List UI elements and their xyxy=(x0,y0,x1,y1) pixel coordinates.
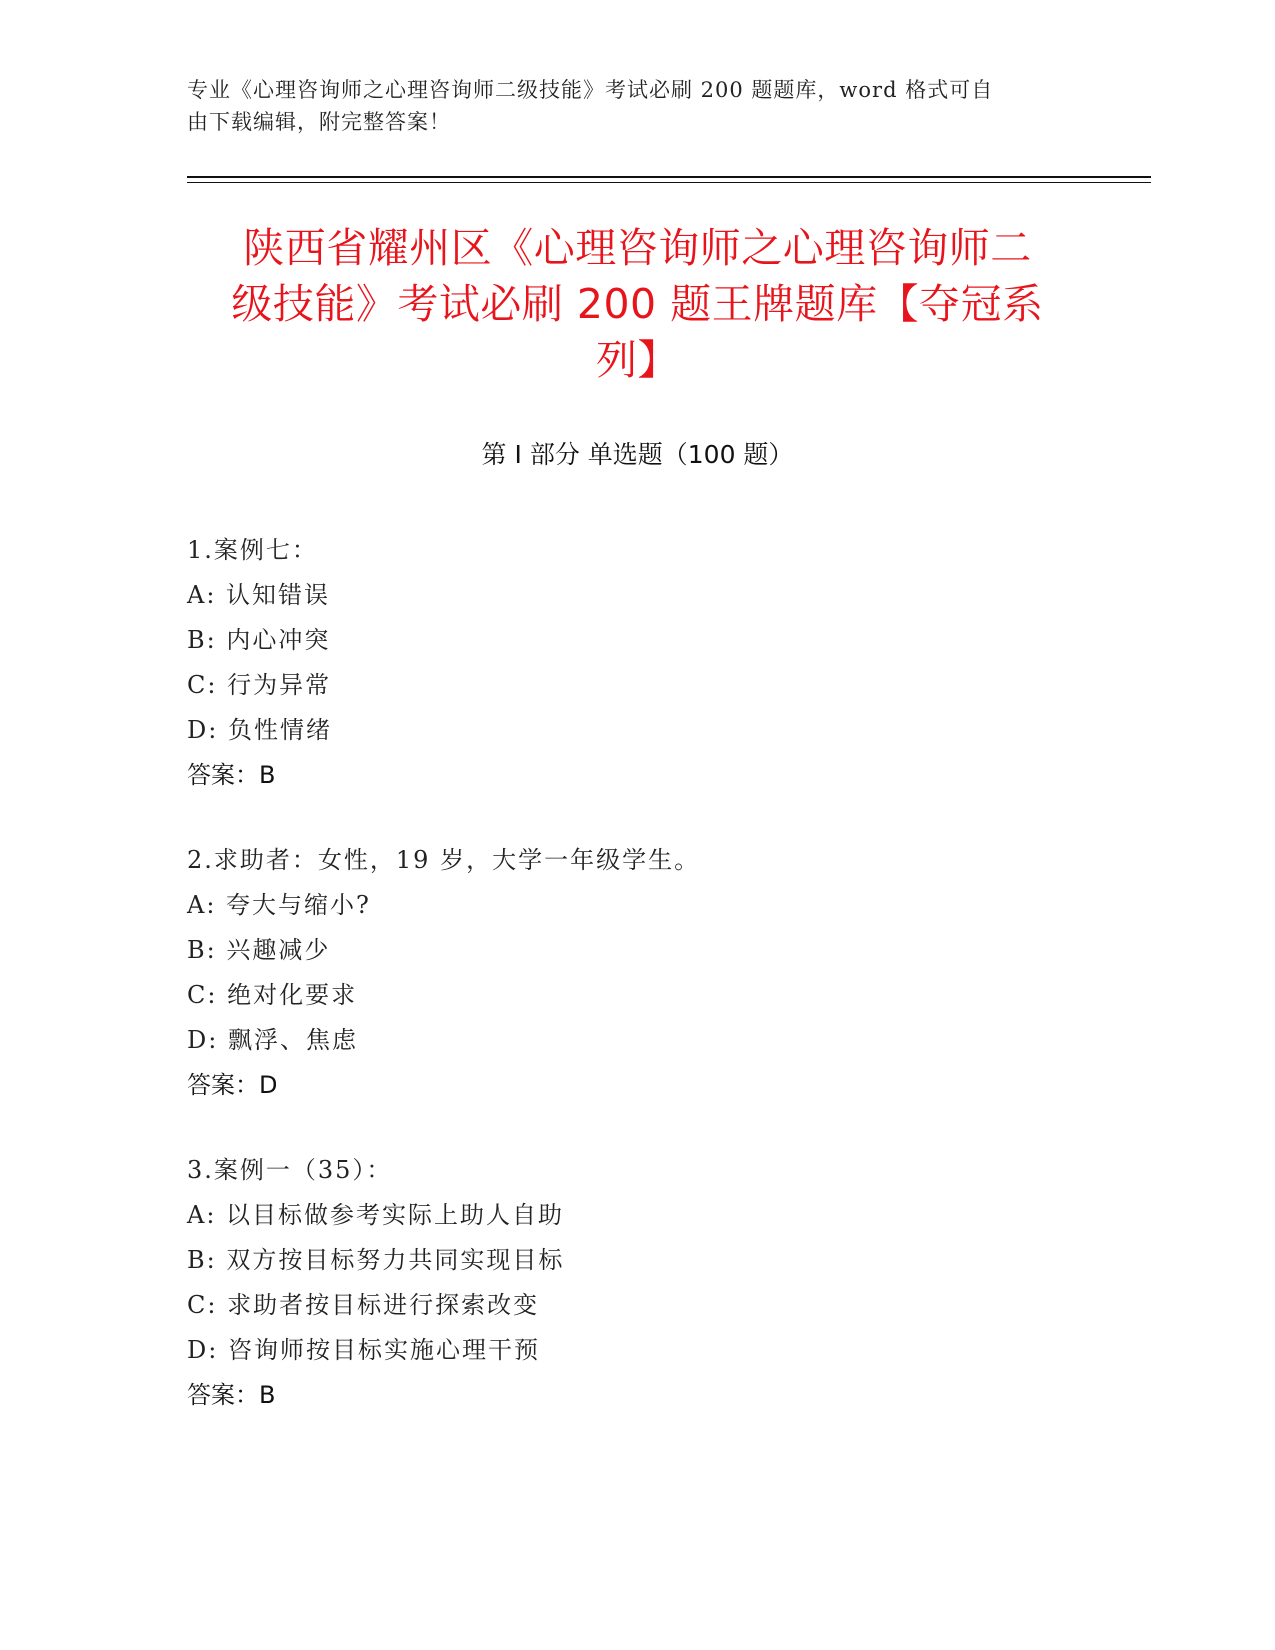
option-a: A: 以目标做参考实际上助人自助 xyxy=(187,1201,565,1229)
option-d: D: 负性情绪 xyxy=(187,716,332,744)
answer-line: 答案：B xyxy=(187,1381,276,1409)
option-c: C: 求助者按目标进行探索改变 xyxy=(187,1291,540,1319)
answer-line: 答案：B xyxy=(187,761,276,789)
option-a: A: 夸大与缩小? xyxy=(187,891,371,919)
option-d: D: 飘浮、焦虑 xyxy=(187,1026,358,1054)
question-list xyxy=(187,528,1087,1458)
title-line-2: 级技能》考试必刷 200 题王牌题库【夺冠系 xyxy=(231,280,1044,328)
title-line-1: 陕西省耀州区《心理咨询师之心理咨询师二 xyxy=(243,224,1032,272)
question-stem: 1.案例七： xyxy=(187,536,318,564)
question-item xyxy=(187,528,1087,798)
option-d: D: 咨询师按目标实施心理干预 xyxy=(187,1336,540,1364)
option-b: B: 双方按目标努力共同实现目标 xyxy=(187,1246,565,1274)
header-note-line-2: 由下载编辑，附完整答案！ xyxy=(187,110,451,134)
header-divider-thick xyxy=(187,176,1151,178)
question-stem: 2.求助者：女性，19 岁，大学一年级学生。 xyxy=(187,846,701,874)
document-title xyxy=(180,220,1095,388)
option-c: C: 行为异常 xyxy=(187,671,332,699)
option-a: A: 认知错误 xyxy=(187,581,331,609)
section-heading: 第 I 部分 单选题（100 题） xyxy=(481,440,794,469)
title-line-3: 列】 xyxy=(596,336,679,384)
option-b: B: 内心冲突 xyxy=(187,626,331,654)
question-item xyxy=(187,1148,1087,1418)
option-b: B: 兴趣减少 xyxy=(187,936,331,964)
header-note-line-1: 专业《心理咨询师之心理咨询师二级技能》考试必刷 200 题题库，word 格式可自 xyxy=(187,78,994,102)
question-stem: 3.案例一（35）： xyxy=(187,1156,393,1184)
header-note xyxy=(187,74,1087,138)
question-item xyxy=(187,838,1087,1108)
option-c: C: 绝对化要求 xyxy=(187,981,358,1009)
header-divider-thin xyxy=(187,182,1151,183)
answer-line: 答案：D xyxy=(187,1071,278,1099)
